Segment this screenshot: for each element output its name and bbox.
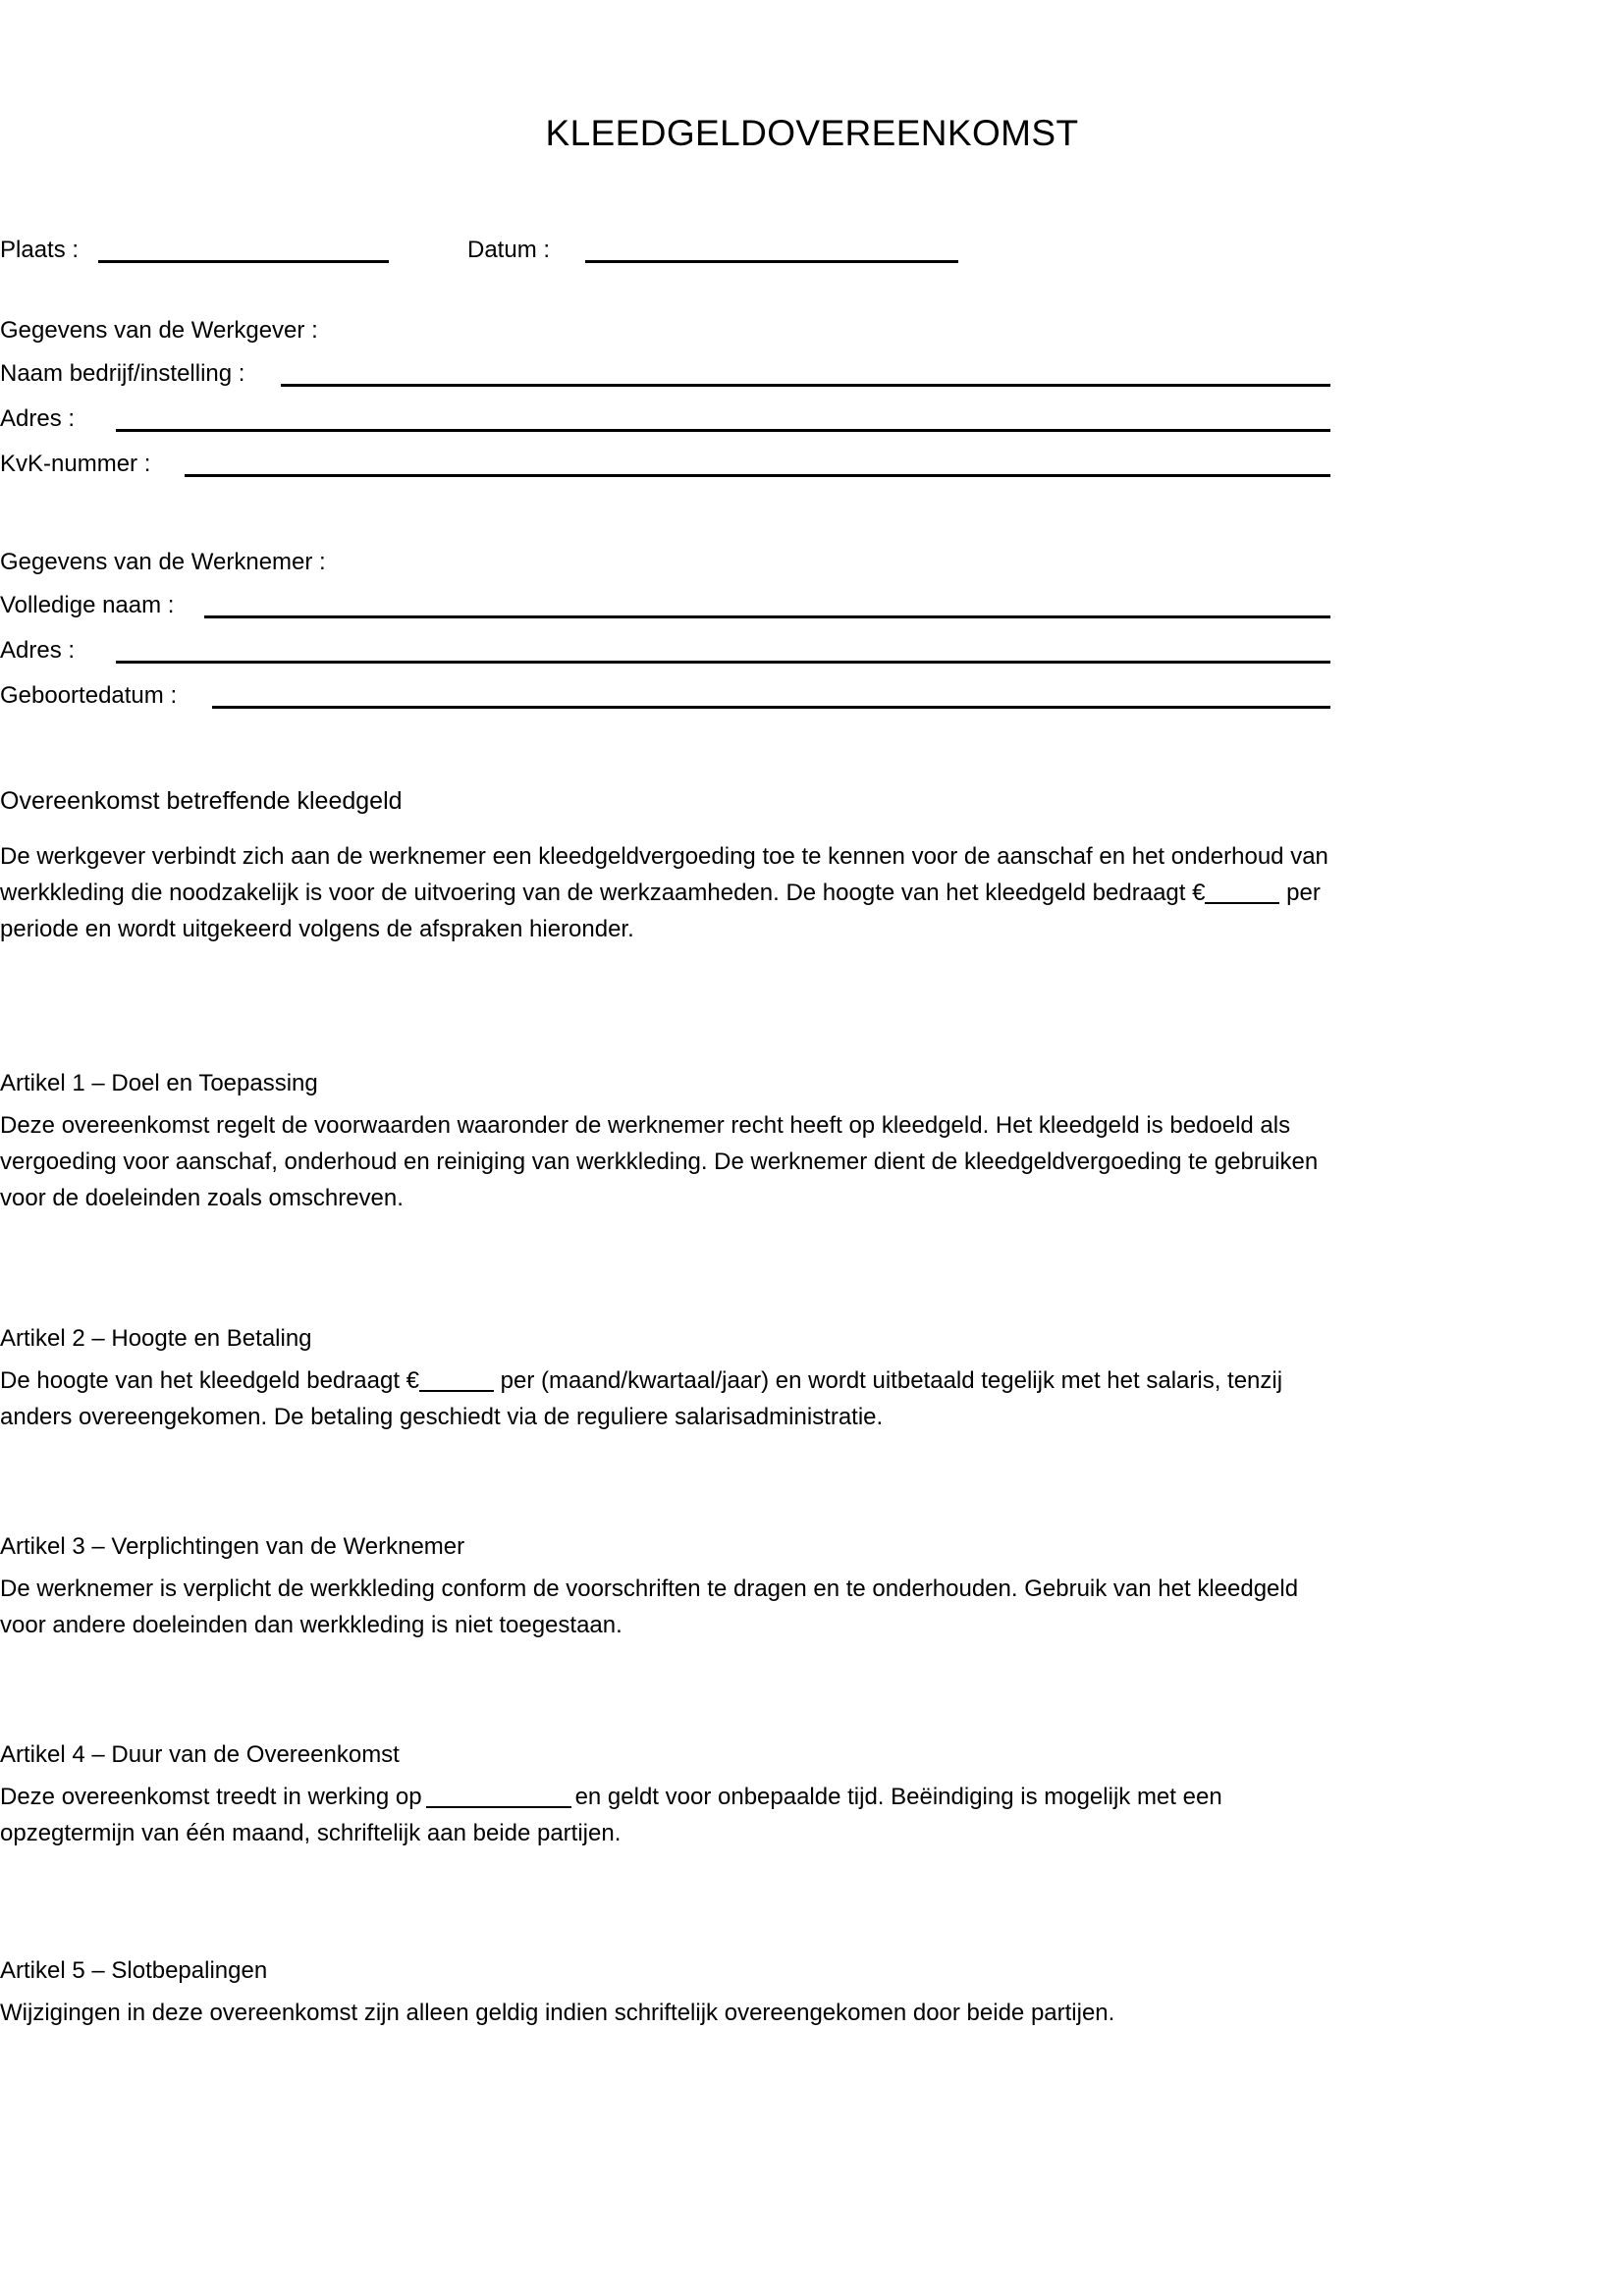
employer-name-label: Naam bedrijf/instelling : bbox=[0, 360, 245, 387]
article-3-heading: Artikel 3 – Verplichtingen van de Werknemer bbox=[0, 1533, 465, 1560]
employee-birthdate-input-line[interactable] bbox=[212, 706, 1330, 709]
intro-section bbox=[0, 785, 1330, 947]
article-2-heading: Artikel 2 – Hoogte en Betaling bbox=[0, 1325, 312, 1352]
employee-birthdate-row bbox=[0, 681, 1330, 713]
employer-address-input-line[interactable] bbox=[116, 429, 1330, 432]
employee-address-row bbox=[0, 636, 1330, 667]
article-4-text-after-blank: en geldt voor onbepaalde tijd. Beëindiging is mogelijk met een opzegtermijn van één maand, schriftelijk aan beide partijen. bbox=[0, 1784, 1222, 1846]
employee-name-input-line[interactable] bbox=[204, 615, 1330, 618]
article-2 bbox=[0, 1323, 1330, 1435]
employer-address-label: Adres : bbox=[0, 405, 76, 432]
datum-input-line[interactable] bbox=[585, 260, 958, 263]
article-5-body: Wijzigingen in deze overeenkomst zijn alleen geldig indien schriftelijk overeengekomen door beide partijen. bbox=[0, 2000, 1115, 2026]
employer-kvk-label: KvK-nummer : bbox=[0, 451, 151, 477]
article-1-body: Deze overeenkomst regelt de voorwaarden waaronder de werknemer recht heeft op kleedgeld. Het kleedgeld is bedoeld als vergoeding voor aanschaf, onderhoud en reiniging van werkkleding. De werknemer dient de kleedgeldvergoeding te gebruiken voor de doeleinden zoals omschreven. bbox=[0, 1112, 1319, 1211]
employee-birthdate-label: Geboortedatum : bbox=[0, 682, 178, 709]
employee-name-row bbox=[0, 591, 1330, 622]
place-date-row bbox=[0, 236, 1330, 267]
article-1-heading: Artikel 1 – Doel en Toepassing bbox=[0, 1070, 318, 1096]
article-4-heading: Artikel 4 – Duur van de Overeenkomst bbox=[0, 1741, 400, 1768]
article-4 bbox=[0, 1739, 1330, 1851]
article-3-body: De werknemer is verplicht de werkkleding conform de voorschriften te dragen en te onderhouden. Gebruik van het kleedgeld voor andere doeleinden dan werkkleding is niet toegestaan. bbox=[0, 1575, 1299, 1638]
article-5-heading: Artikel 5 – Slotbepalingen bbox=[0, 1957, 268, 1984]
article-3 bbox=[0, 1531, 1330, 1643]
employer-section bbox=[0, 316, 1330, 495]
employee-address-label: Adres : bbox=[0, 637, 76, 664]
employer-name-row bbox=[0, 359, 1330, 391]
article-4-text-before-blank: Deze overeenkomst treedt in werking op bbox=[0, 1784, 422, 1810]
intro-amount-blank[interactable] bbox=[1205, 902, 1279, 904]
employee-name-label: Volledige naam : bbox=[0, 592, 175, 618]
article-2-text-after-blank: per (maand/kwartaal/jaar) en wordt uitbetaald tegelijk met het salaris, tenzij anders overeengekomen. De betaling geschiedt via de reguliere salarisadministratie. bbox=[0, 1367, 1283, 1430]
plaats-label: Plaats : bbox=[0, 237, 80, 263]
article-1 bbox=[0, 1068, 1330, 1216]
article-2-text-before-blank: De hoogte van het kleedgeld bedraagt € bbox=[0, 1367, 419, 1394]
intro-text-before-blank: De werkgever verbindt zich aan de werknemer een kleedgeldvergoeding toe te kennen voor de aanschaf en het onderhoud van werkkleding die noodzakelijk is voor de uitvoering van de werkzaamheden. De hoogte van het kleedgeld bedraagt € bbox=[0, 843, 1328, 906]
employee-section bbox=[0, 548, 1330, 726]
employee-address-input-line[interactable] bbox=[116, 661, 1330, 664]
intro-paragraph bbox=[0, 838, 1330, 947]
employer-section-heading: Gegevens van de Werkgever : bbox=[0, 317, 318, 344]
intro-text-after-blank: per periode en wordt uitgekeerd volgens de afspraken hieronder. bbox=[0, 880, 1321, 942]
employer-name-input-line[interactable] bbox=[281, 384, 1330, 387]
employee-section-heading: Gegevens van de Werknemer : bbox=[0, 549, 326, 575]
employer-kvk-row bbox=[0, 450, 1330, 481]
employer-address-row bbox=[0, 404, 1330, 436]
employer-kvk-input-line[interactable] bbox=[185, 474, 1330, 477]
page-title: KLEEDGELDOVEREENKOMST bbox=[545, 113, 1079, 153]
place-date-fields bbox=[0, 236, 1330, 267]
article-4-body bbox=[0, 1779, 1330, 1851]
intro-heading: Overeenkomst betreffende kleedgeld bbox=[0, 787, 403, 815]
article-2-body bbox=[0, 1362, 1330, 1435]
datum-label: Datum : bbox=[467, 237, 551, 263]
plaats-input-line[interactable] bbox=[98, 260, 389, 263]
article-5 bbox=[0, 1955, 1330, 2031]
article-2-amount-blank[interactable] bbox=[419, 1390, 494, 1392]
article-4-startdate-blank[interactable] bbox=[426, 1806, 571, 1808]
